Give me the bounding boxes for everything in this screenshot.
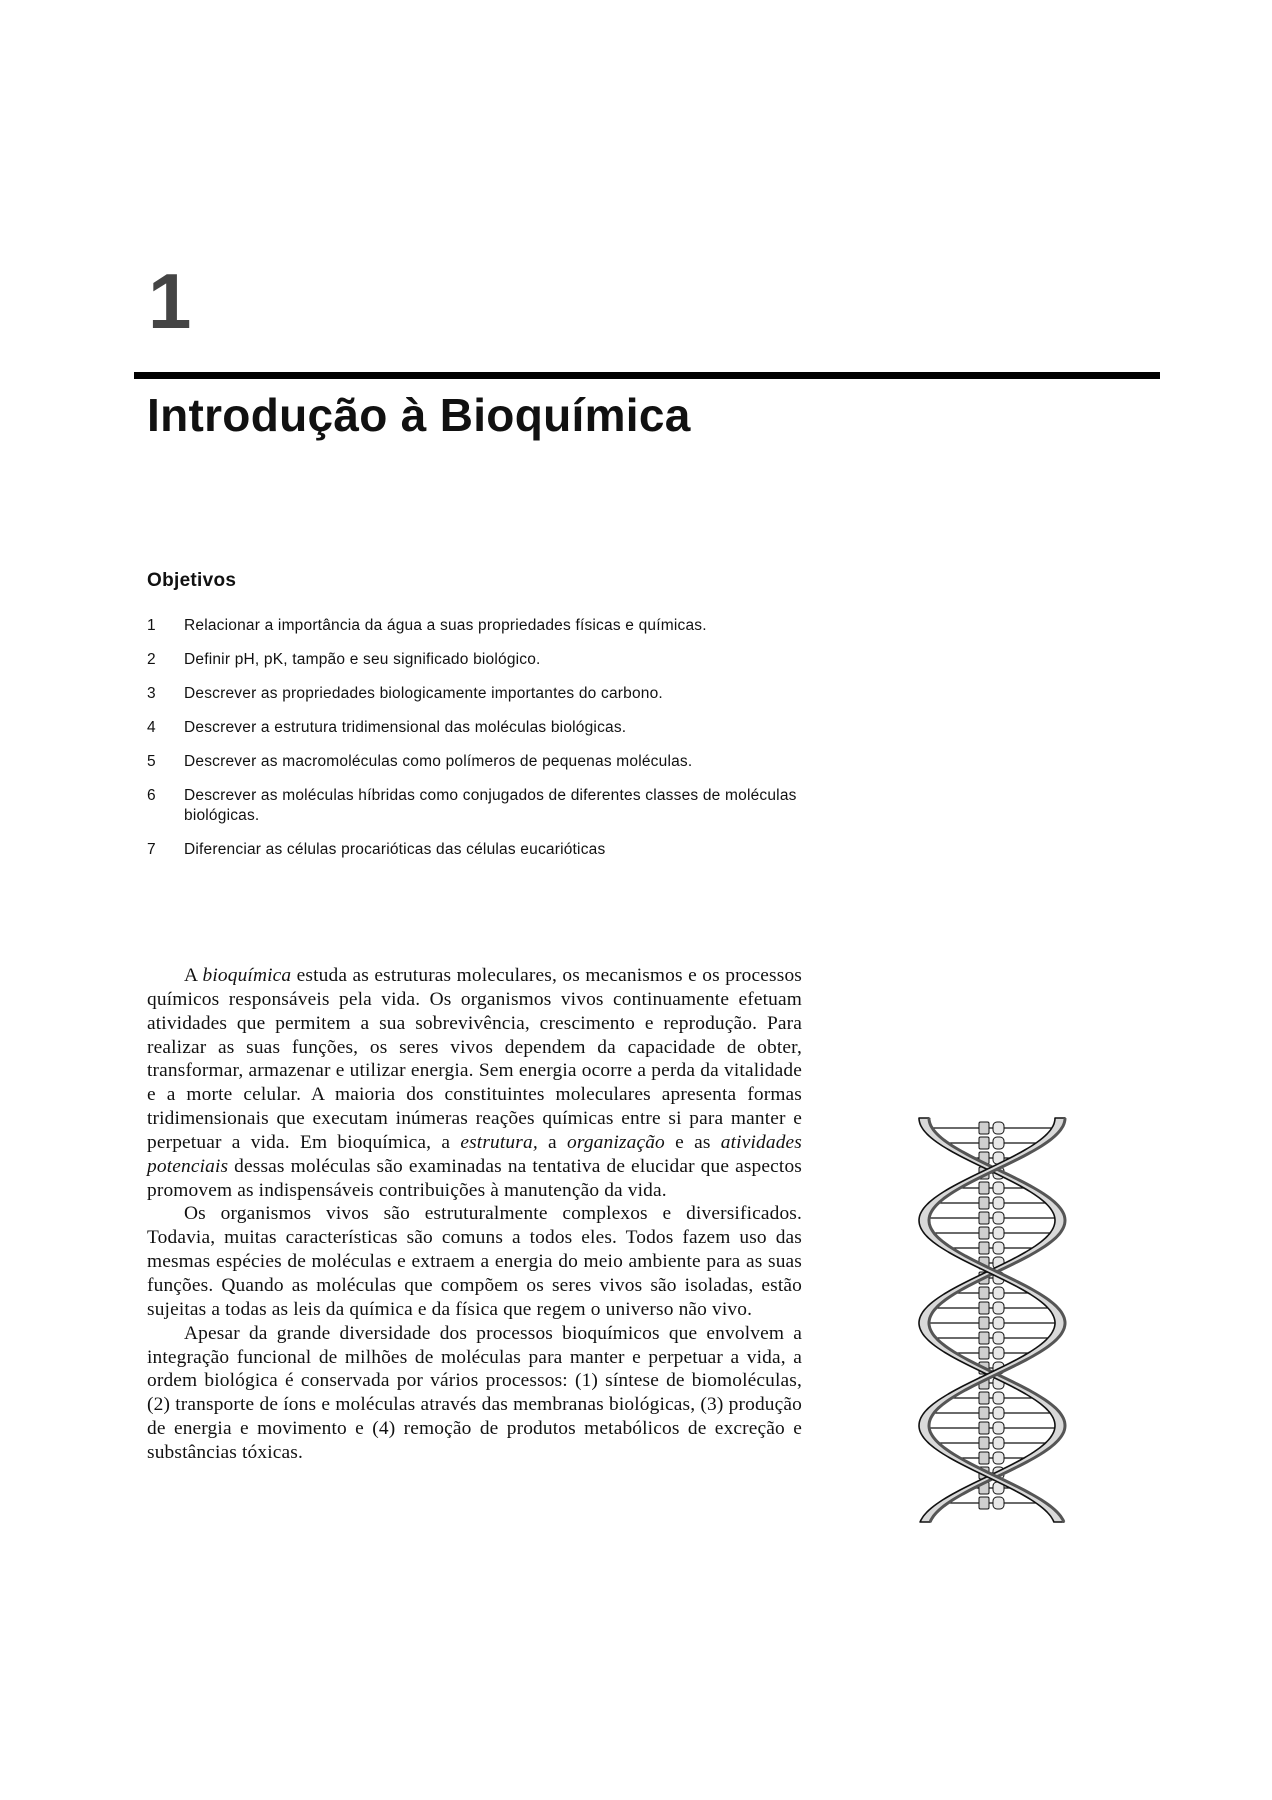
body-paragraph-1	[147, 964, 802, 1202]
objective-text: Descrever as moléculas híbridas como conjugados de diferentes classes de moléculas biológicas.	[184, 787, 797, 824]
body-paragraph-3: Apesar da grande diversidade dos processos bioquímicos que envolvem a integração funcional de milhões de moléculas para manter e perpetuar a vida, a ordem biológica é conservada por vários processos: (1) síntese de biomoléculas, (2) transporte de íons e moléculas através das membranas biológicas, (3) produção de energia e movimento e (4) remoção de produtos metabólicos de excreção e substâncias tóxicas.	[147, 1322, 802, 1463]
objectives-list	[147, 616, 807, 874]
objective-item	[147, 752, 807, 772]
dna-double-helix-icon	[905, 1110, 1080, 1530]
body-text	[147, 964, 802, 1465]
objective-item	[147, 840, 807, 860]
body-text-run: a	[537, 1131, 568, 1153]
chapter-title: Introdução à Bioquímica	[147, 389, 691, 441]
emphasis-term: organização	[567, 1131, 665, 1153]
objective-item	[147, 786, 807, 826]
objective-number: 1	[147, 617, 156, 634]
chapter-number: 1	[148, 257, 192, 345]
objective-number: 2	[147, 651, 156, 668]
objective-number: 5	[147, 753, 156, 770]
objective-text: Descrever a estrutura tridimensional das moléculas biológicas.	[184, 719, 627, 736]
body-text-run: A	[184, 965, 203, 986]
body-paragraph-2: Os organismos vivos são estruturalmente complexos e diversificados. Todavia, muitas características são comuns a todos eles. Todos fazem uso das mesmas espécies de moléculas e extraem a energia do meio ambiente para as suas funções. Quando as moléculas que compõem os seres vivos são isoladas, estão sujeitas a todas as leis da química e da física que regem o universo não vivo.	[147, 1203, 802, 1320]
objective-number: 3	[147, 685, 156, 702]
objective-item	[147, 616, 807, 636]
objective-number: 4	[147, 719, 156, 736]
objective-text: Diferenciar as células procarióticas das células eucarióticas	[184, 841, 606, 858]
emphasis-term: estrutura,	[460, 1131, 538, 1153]
dna-strands	[919, 1118, 1065, 1522]
objective-text: Descrever as propriedades biologicamente importantes do carbono.	[184, 685, 663, 702]
objective-number: 6	[147, 787, 156, 804]
body-text-run: e as	[664, 1131, 721, 1153]
objective-number: 7	[147, 841, 156, 858]
objective-text: Descrever as macromoléculas como polímeros de pequenas moléculas.	[184, 753, 693, 770]
body-text-run: estuda as estruturas moleculares, os mecanismos e os processos químicos responsáveis pela vida. Os organismos vivos continuamente efetuam atividades que permitem a sua sobrevivência, crescimento e reprodução. Para realizar as suas funções, os seres vivos dependem da capacidade de obter, transformar, armazenar e utilizar energia. Sem energia ocorre a perda da vitalidade e a morte celular. A maioria dos constituintes moleculares apresenta formas tridimensionais que executam inúmeras reações químicas entre si para manter e perpetuar a vida. Em bioquímica, a	[147, 965, 802, 1153]
objective-text: Definir pH, pK, tampão e seu significado biológico.	[184, 651, 541, 668]
objective-item	[147, 650, 807, 670]
objective-item	[147, 718, 807, 738]
body-text-run: dessas moléculas são examinadas na tentativa de elucidar que aspectos promovem as indispensáveis contribuições à manutenção da vida.	[147, 1155, 802, 1201]
emphasis-term: bioquímica	[202, 965, 292, 986]
objective-item	[147, 684, 807, 704]
objectives-heading: Objetivos	[147, 570, 237, 591]
objective-text: Relacionar a importância da água a suas propriedades físicas e químicas.	[184, 617, 707, 634]
emphasis-term: atividades potenciais	[147, 1131, 802, 1177]
chapter-rule	[134, 372, 1160, 379]
